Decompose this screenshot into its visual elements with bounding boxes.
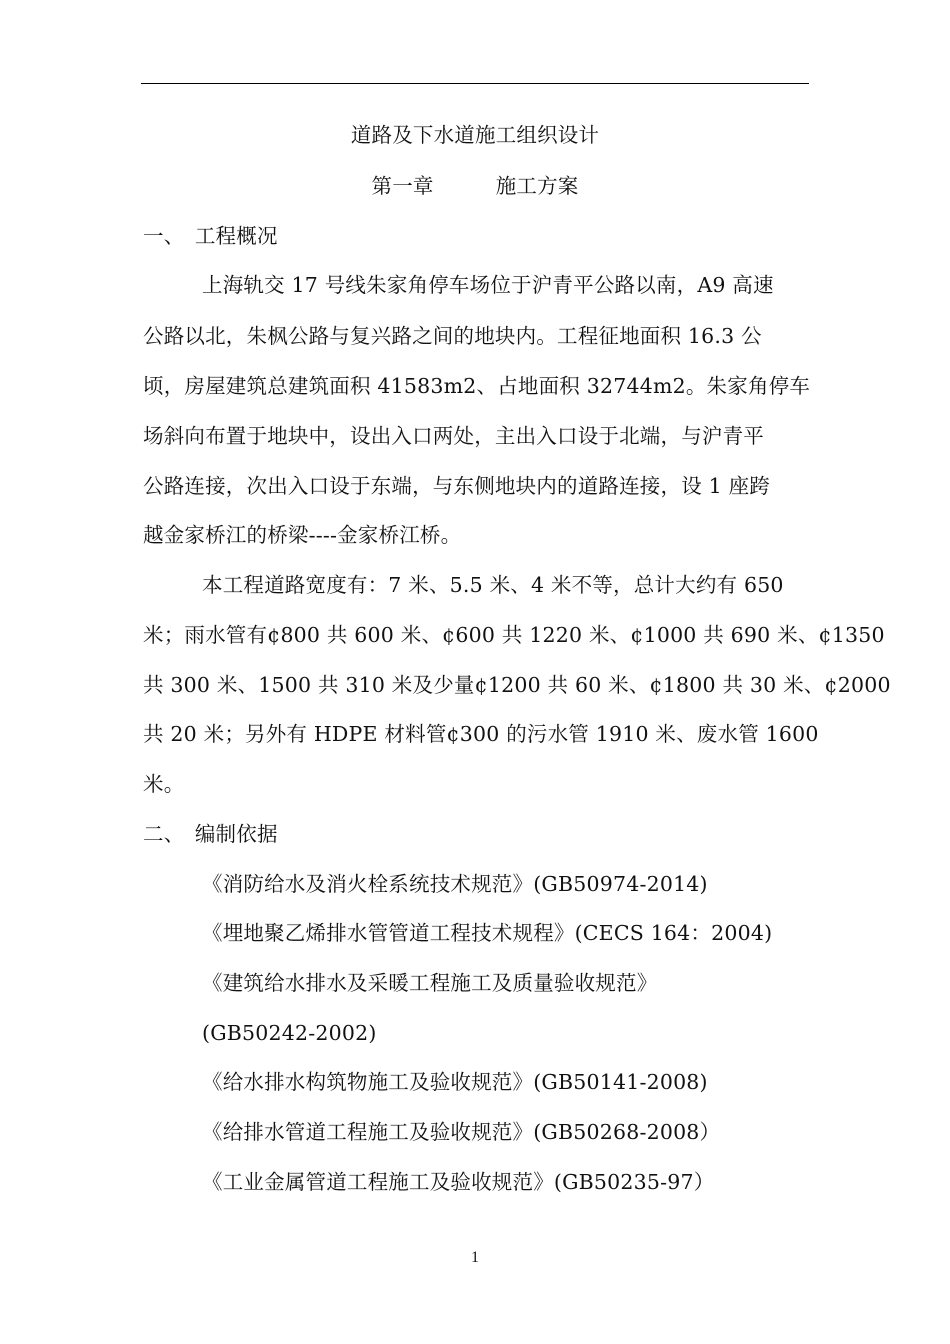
paragraph-line: 场斜向布置于地块中，设出入口两处，主出入口设于北端，与沪青平 bbox=[143, 424, 764, 448]
section-heading-basis: 二、 编制依据 bbox=[143, 822, 278, 846]
paragraph-line: 顷，房屋建筑总建筑面积 41583m2、占地面积 32744m2。朱家角停车 bbox=[143, 374, 811, 398]
reference-item: 《工业金属管道工程施工及验收规范》(GB50235-97） bbox=[202, 1170, 715, 1194]
reference-item: 《消防给水及消火栓系统技术规范》(GB50974-2014) bbox=[202, 872, 708, 896]
reference-item: 《给排水管道工程施工及验收规范》(GB50268-2008） bbox=[202, 1120, 721, 1144]
header-rule bbox=[141, 83, 809, 84]
paragraph-line: 上海轨交 17 号线朱家角停车场位于沪青平公路以南，A9 高速 bbox=[202, 273, 774, 297]
paragraph-line: 共 300 米、1500 共 310 米及少量¢1200 共 60 米、¢1800 共 30 米、¢2000 bbox=[143, 673, 891, 697]
paragraph-line: 公路以北，朱枫公路与复兴路之间的地块内。工程征地面积 16.3 公 bbox=[143, 324, 762, 348]
paragraph-line: 共 20 米；另外有 HDPE 材料管¢300 的污水管 1910 米、废水管 1600 bbox=[143, 722, 819, 746]
reference-item: (GB50242-2002) bbox=[202, 1021, 377, 1045]
section-heading-overview: 一、 工程概况 bbox=[143, 224, 278, 248]
reference-item: 《建筑给水排水及采暖工程施工及质量验收规范》 bbox=[202, 971, 658, 995]
paragraph-line: 米；雨水管有¢800 共 600 米、¢600 共 1220 米、¢1000 共 690 米、¢1350 bbox=[143, 623, 885, 647]
paragraph-line: 越金家桥江的桥梁----金家桥江桥。 bbox=[143, 523, 462, 547]
chapter-heading: 第一章 施工方案 bbox=[371, 174, 579, 198]
reference-item: 《埋地聚乙烯排水管管道工程技术规程》(CECS 164：2004) bbox=[202, 921, 773, 945]
paragraph-line: 米。 bbox=[143, 772, 185, 796]
reference-item: 《给水排水构筑物施工及验收规范》(GB50141-2008) bbox=[202, 1070, 708, 1094]
paragraph-line: 公路连接，次出入口设于东端，与东侧地块内的道路连接，设 1 座跨 bbox=[143, 474, 770, 498]
document-title: 道路及下水道施工组织设计 bbox=[350, 123, 600, 147]
page-number: 1 bbox=[471, 1249, 479, 1266]
paragraph-line: 本工程道路宽度有：7 米、5.5 米、4 米不等，总计大约有 650 bbox=[202, 573, 784, 597]
